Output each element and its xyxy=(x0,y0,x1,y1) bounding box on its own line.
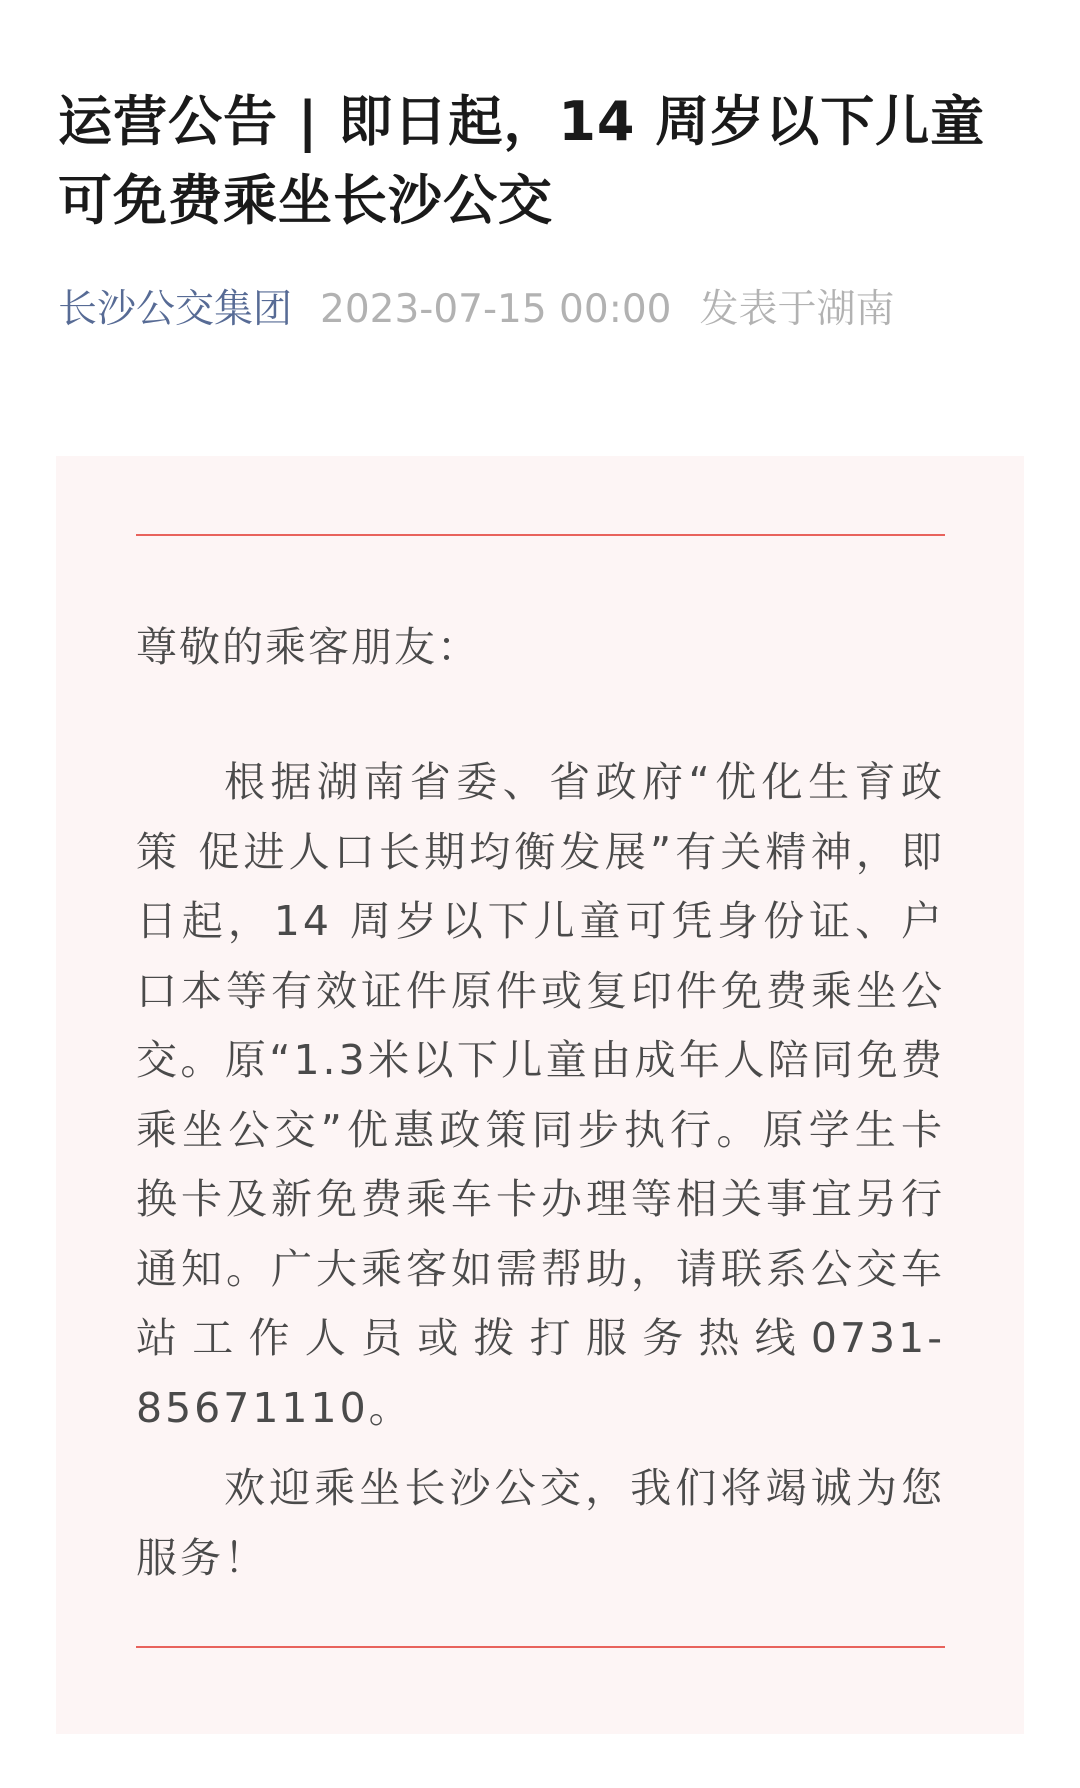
article-meta xyxy=(58,282,894,338)
notice-closing: 欢迎乘坐长沙公交，我们将竭诚为您服务！ xyxy=(136,1464,945,1582)
publish-location: 发表于湖南 xyxy=(699,287,895,332)
notice-card xyxy=(56,456,1024,1734)
publish-date: 2023-07-15 00:00 xyxy=(320,287,672,332)
bottom-divider xyxy=(136,1646,945,1648)
author-link[interactable]: 长沙公交集团 xyxy=(58,287,293,332)
notice-greeting: 尊敬的乘客朋友： xyxy=(136,623,480,671)
article-title: 运营公告 | 即日起，14 周岁以下儿童可免费乘坐长沙公交 xyxy=(58,90,986,232)
notice-paragraph: 根据湖南省委、省政府“优化生育政策 促进人口长期均衡发展”有关精神，即日起，14 周岁以下儿童可凭身份证、户口本等有效证件原件或复印件免费乘坐公交。原“1.3米以下儿童由成年人陪同免费乘坐公交”优惠政策同步执行。原学生卡换卡及新免费乘车卡办理等相关事宜另行通知。广大乘客如需帮助，请联系公交车站工作人员或拨打服务热线0731-85671110。 xyxy=(136,758,945,1432)
top-divider xyxy=(136,534,945,536)
